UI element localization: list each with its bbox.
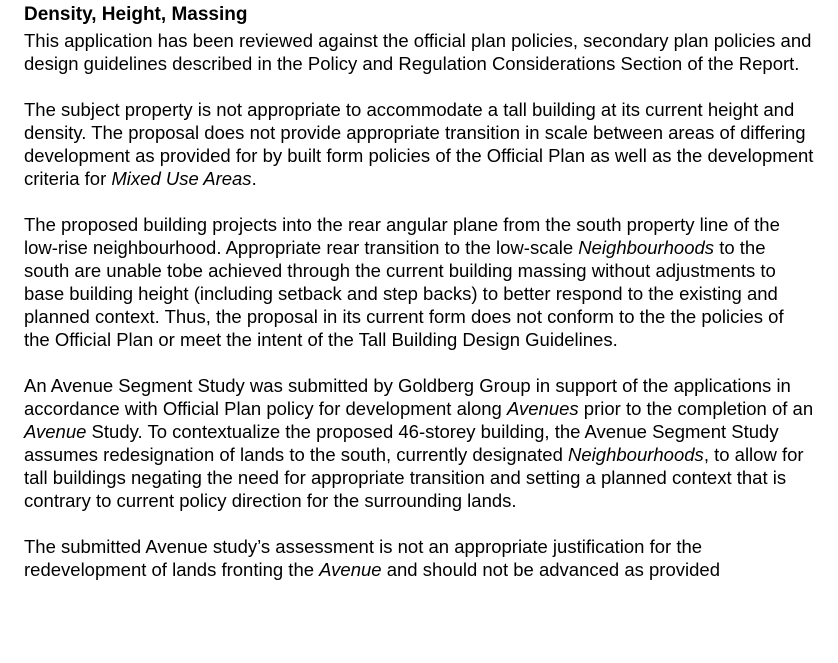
paragraph-avenue-study-text-1: An Avenue Segment Study was submitted by Goldberg Group in support of the applications in accordance with Official Plan policy for development along: [24, 375, 791, 419]
paragraph-review: [24, 29, 814, 75]
paragraph-angular-plane-text-2: to the south are unable tobe achieved through the current building massing without adjustments to base building height (including setback and step backs) to better respond to the existing and planned context. Thus, the proposal in its current form does not conform to the the policies of the Official Plan or meet the intent of the Tall Building Design Guidelines.: [24, 237, 784, 350]
paragraph-avenue-study: [24, 374, 814, 512]
paragraph-avenue-study-text-3: Study. To contextualize the proposed 46-storey building, the Avenue Segment Study assumes redesignation of lands to the south, currently designated: [24, 421, 779, 465]
section-heading: Density, Height, Massing: [24, 4, 248, 25]
document-page: [24, 3, 814, 604]
paragraph-avenue-study-italic-avenue: Avenue: [24, 421, 87, 442]
paragraph-assessment-text-2: and should not be advanced as provided: [381, 559, 720, 580]
paragraph-angular-plane-italic-neighbourhoods: Neighbourhoods: [578, 237, 715, 258]
paragraph-avenue-study-text-4: , to allow for tall buildings negating the need for appropriate transition and setting a planned context that is contrary to current policy direction for the surrounding lands.: [24, 444, 804, 511]
paragraph-property-italic-mixed-use: Mixed Use Areas: [111, 168, 252, 189]
paragraph-property-text-2: .: [251, 168, 257, 189]
paragraph-property: [24, 98, 814, 190]
paragraph-review-text: This application has been reviewed against the official plan policies, secondary plan policies and design guidelines described in the Policy and Regulation Considerations Section of the Report.: [24, 30, 812, 74]
paragraph-avenue-study-italic-avenues: Avenues: [506, 398, 579, 419]
paragraph-angular-plane-text-1: The proposed building projects into the rear angular plane from the south property line of the low-rise neighbourhood. Appropriate rear transition to the low-scale: [24, 214, 780, 258]
paragraph-avenue-study-text-2: prior to the completion of an: [578, 398, 814, 419]
paragraph-property-text-1: The subject property is not appropriate to accommodate a tall building at its current height and density. The proposal does not provide appropriate transition in scale between areas of differing development as provided for by built form policies of the Official Plan as well as the development criteria for: [24, 99, 814, 189]
paragraph-assessment-italic-avenue: Avenue: [319, 559, 382, 580]
paragraph-assessment: [24, 535, 814, 581]
paragraph-avenue-study-italic-neighbourhoods: Neighbourhoods: [568, 444, 704, 465]
paragraph-angular-plane: [24, 213, 814, 351]
paragraph-assessment-text-1: The submitted Avenue study’s assessment is not an appropriate justification for the redevelopment of lands fronting the: [24, 536, 703, 580]
